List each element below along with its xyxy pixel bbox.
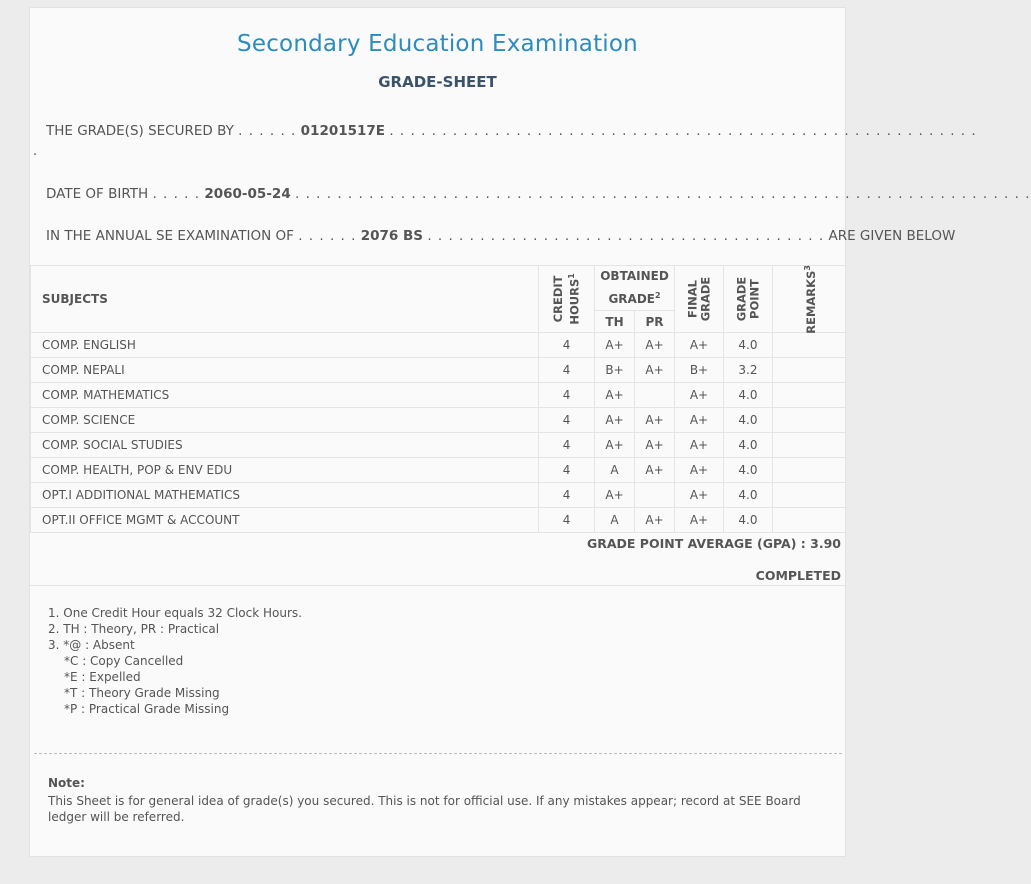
table-row (31, 433, 846, 458)
table-row (31, 358, 846, 383)
cell-th: A+ (595, 383, 635, 408)
cell-th: A+ (595, 433, 635, 458)
cell-pr (635, 483, 675, 508)
table-row (31, 383, 846, 408)
cell-final-grade: A+ (674, 433, 723, 458)
cell-pr: A+ (635, 433, 675, 458)
note-text: This Sheet is for general idea of grade(s) you secured. This is not for official use. If any mistakes appear; record at SEE Board ledger will be referred. (48, 794, 801, 824)
cell-subject: COMP. SCIENCE (31, 408, 539, 433)
footnote: 2. TH : Theory, PR : Practical (48, 622, 220, 636)
dob-label: DATE OF BIRTH (46, 186, 149, 202)
cell-th: B+ (595, 358, 635, 383)
cell-final-grade: A+ (674, 458, 723, 483)
cell-grade-point: 4.0 (723, 333, 772, 358)
cell-final-grade: A+ (674, 383, 723, 408)
cell-final-grade: A+ (674, 508, 723, 533)
cell-pr: A+ (635, 333, 675, 358)
col-credit-hours: CREDIT HOURS$^1$ (539, 266, 595, 333)
exam-suffix: ARE GIVEN BELOW (828, 228, 956, 244)
exam-year: 2076 BS (360, 228, 424, 244)
cell-remarks (772, 433, 845, 458)
symbol-number: 01201517E (300, 123, 386, 139)
result-status: COMPLETED (755, 568, 841, 583)
cell-pr (635, 383, 675, 408)
cell-grade-point: 3.2 (723, 358, 772, 383)
cell-credit: 4 (539, 508, 595, 533)
grade-sheet (29, 7, 1031, 857)
cell-th: A+ (595, 333, 635, 358)
cell-remarks (772, 333, 845, 358)
cell-final-grade: A+ (674, 483, 723, 508)
cell-final-grade: A+ (674, 408, 723, 433)
footnote: *C : Copy Cancelled (64, 654, 184, 668)
page-title: Secondary Education Examination (237, 31, 638, 57)
cell-remarks (772, 358, 845, 383)
cell-remarks (772, 383, 845, 408)
cell-remarks (772, 408, 845, 433)
cell-subject: COMP. SOCIAL STUDIES (31, 433, 539, 458)
col-grade-point: GRADE POINT (723, 266, 772, 333)
exam-label: IN THE ANNUAL SE EXAMINATION OF (46, 228, 294, 244)
table-row (31, 458, 846, 483)
cell-credit: 4 (539, 408, 595, 433)
cell-remarks (772, 508, 845, 533)
col-remarks: REMARKS$^3$ (772, 266, 845, 333)
cell-pr: A+ (635, 358, 675, 383)
footnote: *P : Practical Grade Missing (64, 702, 230, 716)
dashed-divider (34, 753, 842, 754)
gpa-value: 3.90 (810, 536, 841, 551)
cell-grade-point: 4.0 (723, 483, 772, 508)
dob-value: 2060-05-24 (204, 186, 291, 202)
dob-line: DATE OF BIRTH . . . . . 2060-05-24 . . . . . . . . . . . . . . . . . . . . . . . . . . . . . . . . . . . . . . . . . . . . . . . . . . . . . . . . . . . . . . . . . . . . . . (46, 186, 1031, 202)
cell-grade-point: 4.0 (723, 433, 772, 458)
cell-th: A+ (595, 483, 635, 508)
cell-subject: OPT.II OFFICE MGMT & ACCOUNT (31, 508, 539, 533)
footnote: *E : Expelled (64, 670, 141, 684)
cell-subject: COMP. HEALTH, POP & ENV EDU (31, 458, 539, 483)
cell-subject: OPT.I ADDITIONAL MATHEMATICS (31, 483, 539, 508)
col-final-grade: FINAL GRADE (674, 266, 723, 333)
footnote: *T : Theory Grade Missing (64, 686, 220, 700)
cell-credit: 4 (539, 383, 595, 408)
cell-remarks (772, 458, 845, 483)
table-row (31, 508, 846, 533)
note-title: Note: (48, 776, 85, 790)
secured-by-line: THE GRADE(S) SECURED BY . . . . . . 01201517E . . . . . . . . . . . . . . . . . . . . . . . . . . . . . . . . . . . . . . . . . . . . . . . . . . . . . . . . (46, 123, 977, 139)
gpa-summary (587, 536, 841, 551)
cell-subject: COMP. NEPALI (31, 358, 539, 383)
cell-grade-point: 4.0 (723, 408, 772, 433)
secured-by-label: THE GRADE(S) SECURED BY (46, 123, 234, 139)
page-subtitle: GRADE-SHEET (378, 73, 497, 91)
cell-final-grade: B+ (674, 358, 723, 383)
gpa-label: GRADE POINT AVERAGE (GPA) : (586, 536, 806, 551)
cell-th: A (595, 458, 635, 483)
table-row (31, 483, 846, 508)
cell-credit: 4 (539, 333, 595, 358)
exam-line: IN THE ANNUAL SE EXAMINATION OF . . . . . . 2076 BS . . . . . . . . . . . . . . . . . . . . . . . . . . . . . . . . . . . . . . ARE GIVEN BELOW (46, 228, 956, 244)
table-row (31, 408, 846, 433)
cell-credit: 4 (539, 458, 595, 483)
col-th: TH (595, 311, 635, 333)
col-pr: PR (635, 311, 675, 333)
cell-subject: COMP. MATHEMATICS (31, 383, 539, 408)
footnotes-list (48, 605, 302, 717)
col-obtained-grade: OBTAINED GRADE$^2$ (595, 266, 675, 311)
cell-pr: A+ (635, 458, 675, 483)
cell-subject: COMP. ENGLISH (31, 333, 539, 358)
cell-pr: A+ (635, 408, 675, 433)
cell-credit: 4 (539, 483, 595, 508)
cell-credit: 4 (539, 433, 595, 458)
dot-leader: . (33, 144, 38, 159)
cell-pr: A+ (635, 508, 675, 533)
cell-grade-point: 4.0 (723, 458, 772, 483)
table-row (31, 333, 846, 358)
cell-grade-point: 4.0 (723, 508, 772, 533)
cell-grade-point: 4.0 (723, 383, 772, 408)
footnote: 3. *@ : Absent (48, 638, 135, 652)
grades-table (30, 265, 846, 533)
cell-th: A+ (595, 408, 635, 433)
col-subjects: SUBJECTS (31, 266, 539, 333)
cell-th: A (595, 508, 635, 533)
cell-remarks (772, 483, 845, 508)
footnote: 1. One Credit Hour equals 32 Clock Hours. (48, 606, 302, 620)
cell-final-grade: A+ (674, 333, 723, 358)
cell-credit: 4 (539, 358, 595, 383)
divider (30, 585, 846, 586)
